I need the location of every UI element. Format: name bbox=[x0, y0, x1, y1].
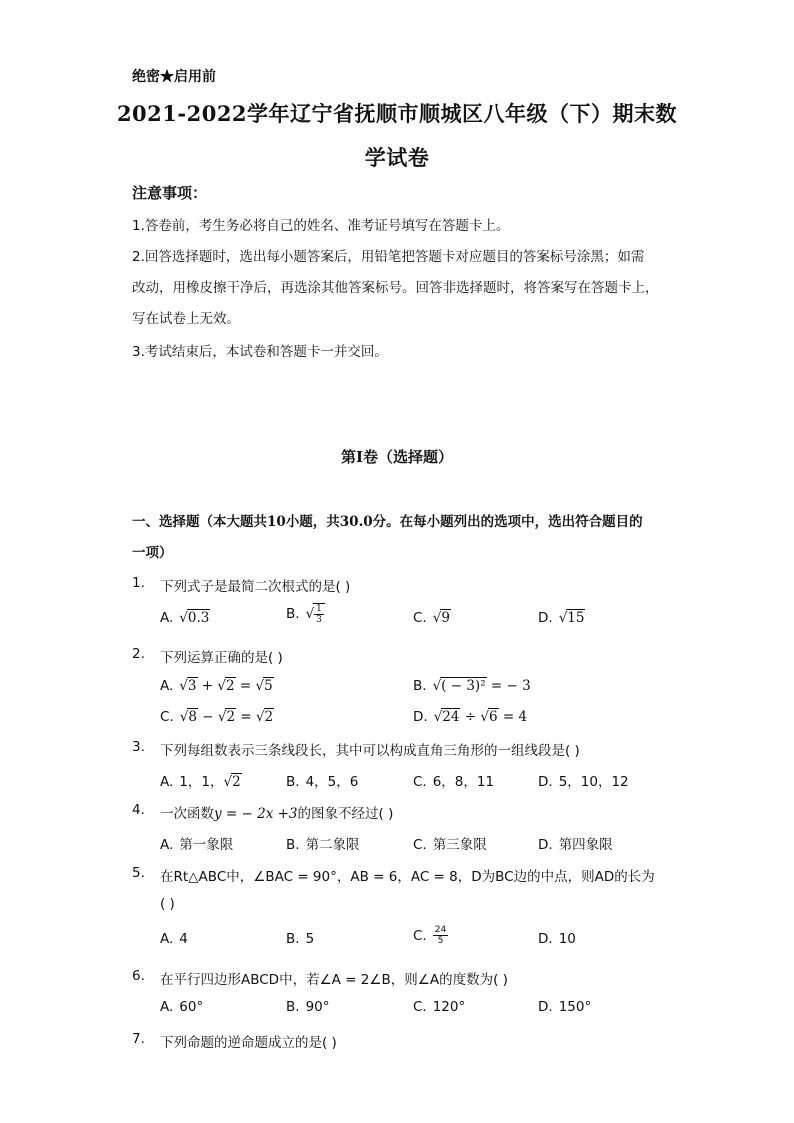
option-d bbox=[538, 999, 591, 1015]
option-c: C. √9 bbox=[413, 610, 450, 626]
part-title: 第Ⅰ卷（选择题） bbox=[340, 448, 454, 466]
note-item-3: 3.考试结束后，本试卷和答题卡一并交回。 bbox=[132, 344, 388, 360]
note-item-2-line3: 写在试卷上无效。 bbox=[132, 311, 240, 327]
note-item-2-line2: 改动，用橡皮擦干净后，再选涂其他答案标号。回答非选择题时，将答案写在答题卡上， bbox=[132, 280, 659, 296]
option-d: D. √24 ÷ √6 = 4 bbox=[413, 709, 528, 725]
option-d bbox=[538, 770, 629, 790]
question-number: 5. bbox=[132, 865, 145, 881]
option-label: D. bbox=[538, 610, 553, 626]
question-text-pre: 一次函数 bbox=[160, 806, 214, 822]
option-value: 第四象限 bbox=[558, 837, 613, 853]
question-number: 2. bbox=[132, 646, 145, 662]
question-text: 下列命题的逆命题成立的是( ) bbox=[160, 1035, 337, 1051]
question-number: 1. bbox=[132, 575, 145, 591]
option-a: A. √0.3 bbox=[160, 610, 210, 626]
option-label: D. bbox=[538, 999, 553, 1015]
radicand: 2 bbox=[226, 709, 236, 725]
option-a bbox=[160, 999, 203, 1015]
question-text: 在Rt△ABC中，∠BAC = 90°，AB = 6，AC = 8，D为BC边的中点，则AD的长为 bbox=[160, 869, 655, 885]
option-label: A. bbox=[160, 837, 174, 853]
option-b: B. √( − 3)² = − 3 bbox=[413, 678, 531, 694]
option-label: A. bbox=[160, 610, 174, 626]
equals: = bbox=[235, 678, 256, 694]
question-number: 7. bbox=[132, 1031, 145, 1047]
exam-title-line1: 2021-2022学年辽宁省抚顺市顺城区八年级（下）期末数 bbox=[116, 101, 678, 126]
section-heading-line1: 一、选择题（本大题共10小题，共30.0分。在每小题列出的选项中，选出符合题目的 bbox=[132, 514, 643, 530]
option-value: 10 bbox=[558, 931, 576, 947]
option-c bbox=[413, 770, 494, 790]
option-value: 6，8，11 bbox=[432, 774, 495, 790]
equals: = bbox=[236, 709, 256, 725]
fraction-numerator: 1 bbox=[316, 604, 322, 614]
radicand: 2 bbox=[226, 678, 235, 694]
option-label: C. bbox=[413, 774, 427, 790]
option-value: 1，1， bbox=[179, 774, 224, 790]
radicand: ( − 3)² bbox=[441, 678, 486, 694]
option-value: 第一象限 bbox=[179, 837, 234, 853]
option-b bbox=[286, 931, 314, 947]
option-value: 150° bbox=[558, 999, 592, 1015]
question-text: 在平行四边形ABCD中，若∠A = 2∠B，则∠A的度数为( ) bbox=[160, 972, 508, 988]
question-number: 4. bbox=[132, 802, 145, 818]
option-value: 4，5，6 bbox=[305, 774, 359, 790]
option-label: D. bbox=[538, 837, 553, 853]
note-item-1: 1.答卷前，考生务必将自己的姓名、准考证号填写在答题卡上。 bbox=[132, 218, 510, 234]
radicand: 8 bbox=[188, 709, 197, 725]
option-value: 120° bbox=[432, 999, 466, 1015]
option-label: C. bbox=[413, 837, 427, 853]
option-label: B. bbox=[286, 931, 300, 947]
option-value: 4 bbox=[179, 931, 188, 947]
option-label: C. bbox=[413, 999, 427, 1015]
question-text-post: 的图象不经过( ) bbox=[297, 806, 394, 822]
option-a bbox=[160, 931, 188, 947]
radicand: 2 bbox=[264, 709, 274, 725]
option-label: A. bbox=[160, 774, 174, 790]
option-b: B. √ $\frac{1}{3}$ bbox=[286, 603, 325, 625]
option-label: D. bbox=[538, 774, 553, 790]
option-b bbox=[286, 999, 330, 1015]
option-a: A. 1，1，√2 bbox=[160, 774, 241, 790]
option-label: B. bbox=[286, 605, 300, 622]
question-number: 6. bbox=[132, 968, 145, 984]
question-text: 下列式子是最简二次根式的是( ) bbox=[160, 579, 351, 595]
option-d: D. √15 bbox=[538, 610, 585, 626]
option-c: C. √8 − √2 = √2 bbox=[160, 709, 274, 725]
option-b bbox=[286, 770, 358, 790]
radicand: 0.3 bbox=[187, 610, 210, 626]
notes-heading: 注意事项： bbox=[132, 184, 208, 202]
option-label: B. bbox=[286, 999, 300, 1015]
exam-title-line2: 学试卷 bbox=[364, 145, 430, 170]
option-label: C. bbox=[413, 610, 427, 626]
fraction-denominator: 3 bbox=[316, 615, 322, 625]
option-value: 5 bbox=[305, 931, 315, 947]
radicand: 15 bbox=[567, 610, 585, 626]
note-item-2-line1: 2.回答选择题时，选出每小题答案后，用铅笔把答题卡对应题目的答案标号涂黑；如需 bbox=[132, 249, 645, 265]
radicand: 24 bbox=[442, 709, 460, 725]
option-d bbox=[538, 931, 576, 947]
option-value: 60° bbox=[179, 999, 204, 1015]
radicand: 6 bbox=[489, 709, 498, 725]
question-number: 3. bbox=[132, 739, 145, 755]
operator: − bbox=[197, 709, 218, 725]
confidential-mark: 绝密★启用前 bbox=[132, 69, 216, 85]
radicand: 2 bbox=[232, 774, 241, 790]
option-value: 5，10，12 bbox=[558, 774, 629, 790]
radicand: 9 bbox=[441, 610, 450, 626]
fraction-numerator: 24 bbox=[434, 925, 447, 935]
operator: + bbox=[197, 678, 218, 694]
option-value: 第二象限 bbox=[305, 837, 360, 853]
option-value: 90° bbox=[305, 999, 330, 1015]
option-label: B. bbox=[286, 774, 300, 790]
option-c bbox=[413, 999, 465, 1015]
question-text bbox=[160, 802, 393, 822]
question-text: 下列运算正确的是( ) bbox=[160, 650, 283, 666]
option-c bbox=[413, 833, 487, 853]
option-d bbox=[538, 833, 613, 853]
option-label: B. bbox=[413, 678, 427, 694]
equals: = − 3 bbox=[486, 678, 531, 694]
option-c bbox=[413, 925, 448, 946]
option-value: 第三象限 bbox=[432, 837, 487, 853]
option-label: B. bbox=[286, 837, 300, 853]
option-label: D. bbox=[413, 709, 428, 725]
radicand: 3 bbox=[187, 678, 197, 694]
radicand: 5 bbox=[264, 678, 273, 694]
option-a: A. √3 + √2 = √5 bbox=[160, 678, 273, 694]
fraction-denominator: 5 bbox=[437, 936, 444, 946]
option-label: A. bbox=[160, 999, 174, 1015]
option-a bbox=[160, 833, 233, 853]
question-text: 下列每组数表示三条线段长，其中可以构成直角三角形的一组线段是( ) bbox=[160, 743, 580, 759]
option-b bbox=[286, 833, 360, 853]
option-label: C. bbox=[160, 709, 174, 725]
function-expression: y = − 2x +3 bbox=[214, 806, 298, 822]
question-text-line2: ( ) bbox=[160, 896, 175, 912]
section-heading-line2: 一项） bbox=[132, 545, 173, 561]
option-label: A. bbox=[160, 931, 174, 947]
equals: = 4 bbox=[498, 709, 528, 725]
option-label: D. bbox=[538, 931, 553, 947]
option-label: A. bbox=[160, 678, 174, 694]
operator: ÷ bbox=[460, 709, 481, 725]
option-label: C. bbox=[413, 927, 427, 944]
